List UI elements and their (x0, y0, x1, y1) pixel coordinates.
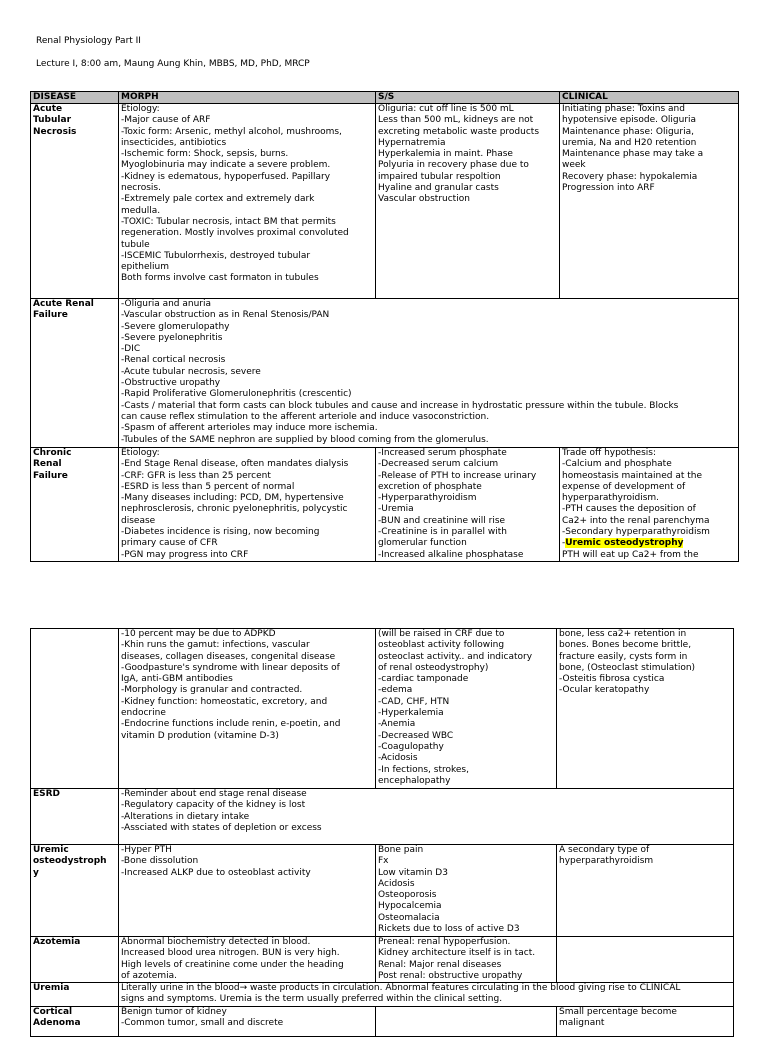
text-line: Polyuria in recovery phase due to (378, 160, 529, 171)
text-line: -Increased serum phosphate (378, 448, 507, 458)
text-line: -edema (378, 685, 413, 696)
text-line: vitamin D prodution (vitamine D-3) (121, 730, 279, 741)
ss-cell (376, 629, 557, 789)
text-line: Necrosis (33, 126, 77, 137)
text-line: Small percentage become (559, 1006, 677, 1017)
text-line: Osteomalacia (378, 912, 440, 923)
text-line: -Goodpasture's syndrome with linear deposits of (121, 662, 340, 673)
text-line: Failure (33, 470, 68, 481)
text-line: -Vascular obstruction as in Renal Stenosis/PAN (121, 310, 330, 321)
text-line: -Coagulopathy (378, 741, 444, 752)
text-line: hyperparathyroidism. (562, 493, 660, 504)
clinical-cell (557, 845, 734, 937)
text-line: -CAD, CHF, HTN (378, 696, 450, 707)
text-line: excreting metabolic waste products (378, 126, 540, 137)
text-line: -Increased ALKP due to osteoblast activity (121, 867, 311, 878)
text-line: -Acidosis (378, 753, 418, 764)
text-line: glomerular function (378, 538, 467, 549)
text-line: diseases, collagen diseases, congenital disease (121, 651, 336, 662)
row-uremic-osteodystrophy (31, 845, 734, 937)
text-line: -Secondary hyperparathyroidism (562, 527, 710, 538)
text-line: uremia, Na and H20 retention (562, 137, 697, 148)
text-line: -DIC (121, 344, 141, 355)
text-line: -Regulatory capacity of the kidney is lost (121, 800, 306, 811)
text-line: Hypernatremia (378, 137, 446, 148)
morph-cell (119, 937, 376, 983)
document-title: Renal Physiology Part II (36, 36, 141, 46)
morph-cell (119, 845, 376, 937)
text-line: nephrosclerosis, chronic pyelonephritis, polycystic (121, 504, 348, 515)
text-line: necrosis. (121, 183, 161, 194)
text-line: -PTH causes the deposition of (562, 504, 696, 515)
disease-cell (31, 448, 119, 562)
text-line: -Morphology is granular and contracted. (121, 685, 303, 696)
text-line: ESRD (33, 789, 61, 799)
text-line: -Creatinine is in parallel with (378, 527, 507, 538)
text-line: Etiology: (121, 448, 160, 458)
text-line: week (562, 160, 586, 171)
text-line: Hypocalcemia (378, 901, 442, 912)
morph-cell (119, 104, 376, 299)
text-line: -Hyperparathyroidism (378, 493, 477, 504)
text-line: Cortical (33, 1006, 73, 1017)
morph-cell (119, 629, 376, 789)
text-line: Bone pain (378, 845, 424, 855)
text-line: signs and symptoms. Uremia is the term usually preferred within the clinical setting. (121, 994, 503, 1005)
text-line: -10 percent may be due to ADPKD (121, 629, 276, 639)
text-line: Post renal: obstructive uropathy (378, 970, 523, 981)
text-line: A secondary type of (559, 845, 650, 855)
col-header-clinical: CLINICAL (560, 92, 739, 104)
text-line: bones. Bones become brittle, (559, 640, 692, 651)
morph-cell (119, 1006, 376, 1036)
text-line: Acute Renal (33, 299, 94, 309)
text-line: -TOXIC: Tubular necrosis, intact BM that permits (121, 216, 336, 227)
highlighted-term: Uremic osteodystrophy (565, 538, 684, 549)
dash-text: - (562, 538, 566, 549)
row-cortical-adenoma (31, 1006, 734, 1036)
text-line: Maintenance phase: Oliguria, (562, 126, 694, 137)
text-line: epithelium (121, 262, 169, 273)
text-line: -ESRD is less than 5 percent of normal (121, 481, 295, 492)
disease-cell (31, 983, 119, 1007)
text-line: PTH will eat up Ca2+ from the (562, 549, 699, 560)
text-line: Azotemia (33, 937, 81, 947)
text-line: of renal osteodystrophy) (378, 662, 489, 673)
text-line: bone, less ca2+ retention in (559, 629, 687, 639)
text-line: of azotemia. (121, 970, 177, 981)
text-line: Recovery phase: hypokalemia (562, 171, 698, 182)
disease-cell (31, 937, 119, 983)
text-line: Vascular obstruction (378, 194, 470, 205)
text-line: Hyperkalemia in maint. Phase (378, 149, 513, 160)
text-line: -Many diseases including: PCD, DM, hypertensive (121, 493, 344, 504)
ss-cell (376, 448, 560, 562)
text-segment: Literally urine in the blood (121, 983, 240, 994)
text-line: Benign tumor of kidney (121, 1006, 227, 1017)
text-line: Fx (378, 856, 389, 867)
text-line: Myoglobinuria may indicate a severe problem. (121, 160, 331, 171)
text-line: fracture easily, cysts form in (559, 651, 688, 662)
text-line: -Kidney function: homeostatic, excretory, and (121, 696, 328, 707)
text-line (121, 983, 733, 994)
text-line: Progression into ARF (562, 183, 655, 194)
text-line: -Calcium and phosphate (562, 459, 672, 470)
clinical-cell (560, 448, 739, 562)
text-line: y (33, 867, 39, 878)
text-line: insecticides, antibiotics (121, 137, 227, 148)
text-line: -Endocrine functions include renin, e-poetin, and (121, 719, 341, 730)
text-line: Failure (33, 310, 68, 321)
highlighted-line (562, 538, 738, 549)
row-chronic-renal-failure-continued (31, 629, 734, 789)
text-line: -PGN may progress into CRF (121, 549, 249, 560)
text-line: -Spasm of afferent arterioles may induce more ischemia. (121, 423, 378, 434)
row-chronic-renal-failure (31, 448, 739, 562)
disease-cell (31, 845, 119, 937)
text-line: -Severe glomerulopathy (121, 321, 230, 332)
text-line: -ISCEMIC Tubulorrhexis, destroyed tubular (121, 250, 311, 261)
text-line: Kidney architecture itself is in tact. (378, 948, 536, 959)
col-header-ss: S/S (376, 92, 560, 104)
row-acute-renal-failure (31, 299, 739, 448)
text-line: Low vitamin D3 (378, 867, 448, 878)
text-line: -Acute tubular necrosis, severe (121, 366, 261, 377)
disease-table-part-1 (30, 91, 739, 562)
ss-cell (376, 937, 557, 983)
text-line: -Renal cortical necrosis (121, 355, 226, 366)
text-line: Preneal: renal hypoperfusion. (378, 937, 511, 947)
text-line: malignant (559, 1018, 605, 1029)
text-line: -Release of PTH to increase urinary (378, 470, 537, 481)
text-line: -Casts / material that form casts can block tubules and cause and increase in hydrostatic pressure within the tubule. Blocks (121, 400, 679, 411)
ss-cell (376, 1006, 557, 1036)
text-line: Uremia (33, 983, 70, 994)
text-line: IgA, anti-GBM antibodies (121, 674, 233, 685)
table-header-row (31, 92, 739, 104)
text-line: -Khin runs the gamut: infections, vascular (121, 640, 310, 651)
row-acute-tubular-necrosis (31, 104, 739, 299)
text-line: Ca2+ into the renal parenchyma (562, 515, 710, 526)
text-line: hypotensive episode. Oliguria (562, 115, 697, 126)
text-line: -Assciated with states of depletion or excess (121, 822, 322, 833)
clinical-cell (557, 1006, 734, 1036)
text-line: -Ocular keratopathy (559, 685, 650, 696)
text-line: bone, (Osteoclast stimulation) (559, 662, 696, 673)
text-line: Chronic (33, 448, 72, 458)
text-line: High levels of creatinine come under the heading (121, 959, 344, 970)
text-line: -Major cause of ARF (121, 115, 211, 126)
text-line: -Rapid Proliferative Glomerulonephritis (crescentic) (121, 389, 352, 400)
text-line: Hyaline and granular casts (378, 183, 499, 194)
text-line: impaired tubular respoltion (378, 171, 501, 182)
text-line: Less than 500 mL, kidneys are not (378, 115, 534, 126)
text-line: osteoblast activity following (378, 640, 505, 651)
text-line: medulla. (121, 205, 161, 216)
text-line: -CRF: GFR is less than 25 percent (121, 470, 271, 481)
text-line: -Uremia (378, 504, 414, 515)
col-header-disease: DISEASE (31, 92, 119, 104)
text-line: -Bone dissolution (121, 856, 199, 867)
text-line: can cause reflex stimulation to the afferent arteriole and induce vasoconstriction. (121, 411, 490, 422)
text-line: -Hyperkalemia (378, 708, 444, 719)
text-line: homeostasis maintained at the (562, 470, 703, 481)
text-line: -End Stage Renal disease, often mandates dialysis (121, 459, 349, 470)
text-line: -Anemia (378, 719, 416, 730)
text-line: -Reminder about end stage renal disease (121, 789, 307, 799)
text-line: Initiating phase: Toxins and (562, 104, 685, 114)
text-line: Acute (33, 104, 63, 114)
text-line: regeneration. Mostly involves proximal convoluted (121, 228, 349, 239)
text-line: Both forms involve cast formaton in tubules (121, 273, 319, 284)
text-line: disease (121, 515, 156, 526)
text-line: -Kidney is edematous, hypoperfused. Papillary (121, 171, 331, 182)
col-header-morph: MORPH (119, 92, 376, 104)
clinical-cell (557, 937, 734, 983)
disease-cell (31, 629, 119, 789)
text-line: -BUN and creatinine will rise (378, 515, 506, 526)
text-line: hyperparathyroidism (559, 856, 654, 867)
text-line: osteoclast activity.. and indicatory (378, 651, 533, 662)
text-line: -Increased alkaline phosphatase (378, 549, 524, 560)
text-line: Osteoporosis (378, 890, 437, 901)
text-line: osteodystroph (33, 856, 107, 867)
text-line: expense of development of (562, 481, 686, 492)
right-arrow-icon: → (239, 983, 248, 994)
text-line: Renal: Major renal diseases (378, 959, 502, 970)
text-line: (will be raised in CRF due to (378, 629, 505, 639)
text-line: -Diabetes incidence is rising, now becoming (121, 527, 320, 538)
text-line: tubule (121, 239, 150, 250)
text-line: Trade off hypothesis: (562, 448, 656, 458)
merged-cell (119, 983, 734, 1007)
disease-cell (31, 104, 119, 299)
text-line: Maintenance phase may take a (562, 149, 704, 160)
text-segment: waste products in circulation. Abnormal features circulating in the blood giving rise to CLINICAL (247, 983, 681, 994)
text-line: -Severe pyelonephritis (121, 332, 223, 343)
text-line: -Common tumor, small and discrete (121, 1018, 284, 1029)
text-line: primary cause of CFR (121, 538, 218, 549)
row-uremia (31, 983, 734, 1007)
text-line: Tubular (33, 115, 72, 126)
text-line: -Tubules of the SAME nephron are supplied by blood coming from the glomerulus. (121, 434, 489, 445)
text-line: -cardiac tamponade (378, 674, 469, 685)
disease-table-part-2 (30, 628, 734, 1037)
clinical-cell (560, 104, 739, 299)
text-line: Adenoma (33, 1018, 81, 1029)
text-line: -Oliguria and anuria (121, 299, 212, 309)
disease-cell (31, 299, 119, 448)
text-line: excretion of phosphate (378, 481, 482, 492)
text-line: encephalopathy (378, 775, 451, 786)
ss-cell (376, 845, 557, 937)
text-line: Oliguria: cut off line is 500 mL (378, 104, 514, 114)
text-line: -Ischemic form: Shock, sepsis, burns. (121, 149, 289, 160)
text-line: -Alterations in dietary intake (121, 811, 250, 822)
lecture-info: Lecture I, 8:00 am, Maung Aung Khin, MBBS, MD, PhD, MRCP (36, 59, 310, 69)
text-line: -Decreased WBC (378, 730, 454, 741)
text-line: Renal (33, 459, 62, 470)
text-line: -Hyper PTH (121, 845, 172, 855)
text-line: -In fections, strokes, (378, 764, 469, 775)
clinical-cell (557, 629, 734, 789)
row-esrd (31, 789, 734, 845)
text-line: -Extremely pale cortex and extremely dark (121, 194, 315, 205)
text-line: Uremic (33, 845, 69, 855)
ss-cell (376, 104, 560, 299)
disease-cell (31, 1006, 119, 1036)
text-line: -Decreased serum calcium (378, 459, 499, 470)
text-line: -Osteitis fibrosa cystica (559, 674, 665, 685)
morph-cell (119, 448, 376, 562)
text-line: Etiology: (121, 104, 160, 114)
merged-cell (119, 789, 734, 845)
disease-cell (31, 789, 119, 845)
text-line: endocrine (121, 708, 166, 719)
text-line: -Obstructive uropathy (121, 378, 221, 389)
text-line: Acidosis (378, 878, 415, 889)
text-line: Rickets due to loss of active D3 (378, 924, 520, 935)
merged-cell (119, 299, 739, 448)
text-line: -Toxic form: Arsenic, methyl alcohol, mushrooms, (121, 126, 342, 137)
text-line: Abnormal biochemistry detected in blood. (121, 937, 311, 947)
row-azotemia (31, 937, 734, 983)
text-line: Increased blood urea nitrogen. BUN is very high. (121, 948, 340, 959)
